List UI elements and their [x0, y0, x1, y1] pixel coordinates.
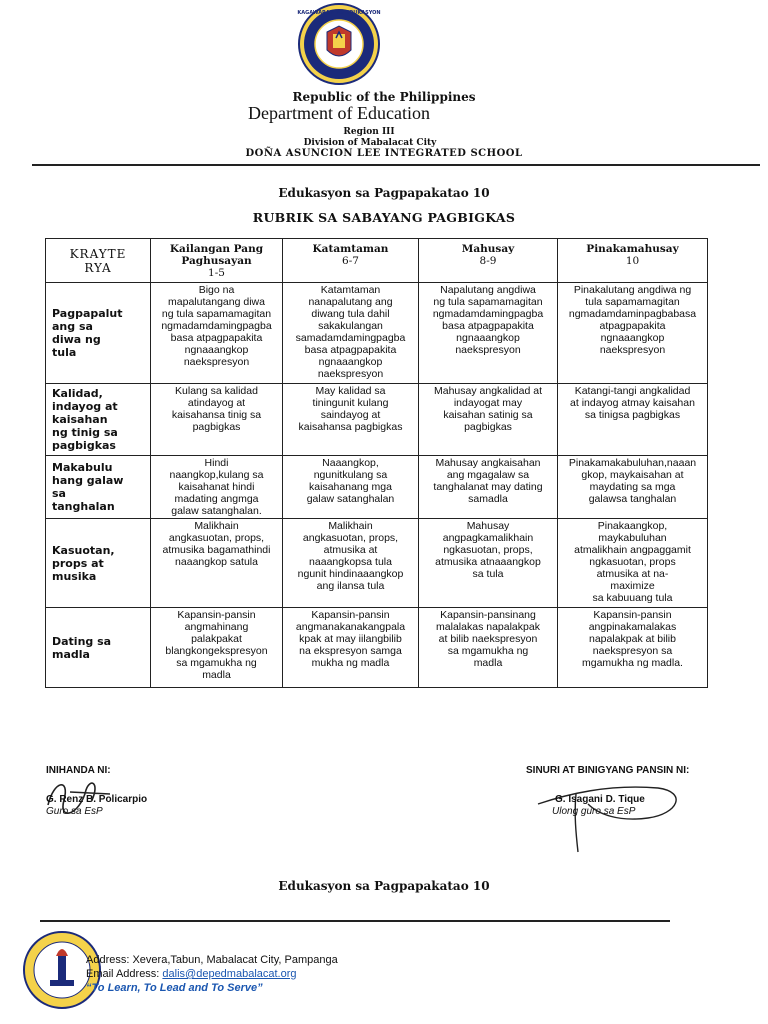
- footer-email-link[interactable]: dalis@depedmabalacat.org: [162, 968, 297, 980]
- rubric-cell: Malikhain angkasuotan, props, atmusika bagamathindi naaangkop satula: [151, 519, 283, 608]
- header-criteria: KRAYTE RYA: [46, 239, 151, 283]
- rubric-cell: Mahusay angpagkamalikhain ngkasuotan, props, atmusika atnaaangkop sa tula: [419, 519, 558, 608]
- footer-divider: [40, 920, 670, 922]
- rubric-cell: Pinakamakabuluhan,naaan gkop, maykaisahan at maydating sa mga galawsa tanghalan: [558, 456, 708, 519]
- rubric-cell: Kapansin-pansinang malalakas napalakpak at bilib naekspresyon sa mgamukha ng madla: [419, 608, 558, 688]
- header-divider: [32, 164, 760, 166]
- header-level-points: 6-7: [342, 255, 359, 267]
- criterion-cell: Makabulu hang galaw sa tanghalan: [46, 456, 151, 519]
- table-row: [46, 608, 708, 688]
- rubric-cell: Pinakalutang angdiwa ng tula sapamamagitan ngmadamdaminpagbabasa atpagpapakita ngnaaangkop naekspresyon: [558, 283, 708, 384]
- table-row: [46, 384, 708, 456]
- reviewed-by-name: G. Isagani D. Tique: [555, 794, 645, 805]
- rubric-cell: Kapansin-pansin angpinakamalakas napalakpak at bilib naekspresyon sa mgamukha ng madla.: [558, 608, 708, 688]
- rubric-cell: Malikhain angkasuotan, props, atmusika at naaangkopsa tula ngunit hindinaaangkop ang ilansa tula: [283, 519, 419, 608]
- criterion-cell: Kasuotan, props at musika: [46, 519, 151, 608]
- rubric-cell: Naaangkop, ngunitkulang sa kaisahanang mga galaw satanghalan: [283, 456, 419, 519]
- rubric-cell: Bigo na mapalutangang diwa ng tula sapamamagitan ngmadamdamingpagba basa atpagpapakita ngnaaangkop naekspresyon: [151, 283, 283, 384]
- header-level-2: [283, 239, 419, 283]
- rubric-cell: Kulang sa kalidad atindayog at kaisahansa tinig sa pagbigkas: [151, 384, 283, 456]
- header-level-label: Kailangan Pang Paghusayan: [169, 243, 264, 267]
- rubric-cell: Kapansin-pansin angmahinang palakpakat blangkongekspresyon sa mgamukha ng madla: [151, 608, 283, 688]
- criterion-cell: Pagpapalut ang sa diwa ng tula: [46, 283, 151, 384]
- footer-subject: Edukasyon sa Pagpapakatao 10: [278, 879, 490, 893]
- prepared-by-role: Guro sa EsP: [46, 806, 103, 817]
- school-name: DOÑA ASUNCION LEE INTEGRATED SCHOOL: [245, 148, 523, 159]
- rubric-title: RUBRIK SA SABAYANG PAGBIGKAS: [252, 210, 516, 225]
- footer-motto: “To Learn, To Lead and To Serve”: [86, 982, 263, 994]
- reviewed-by-role: Ulong guro sa EsP: [552, 806, 636, 817]
- header-level-label: Pinakamahusay: [586, 243, 679, 255]
- subject-title: Edukasyon sa Pagpapakatao 10: [278, 186, 490, 200]
- rubric-cell: Katamtaman nanapalutang ang diwang tula dahil sakakulangan samadamdamingpagba basa atpagpapakita ngnaaangkop naekspresyon: [283, 283, 419, 384]
- header-level-points: 10: [625, 255, 640, 267]
- rubric-cell: Mahusay angkalidad at indayogat may kaisahan satinig sa pagbigkas: [419, 384, 558, 456]
- table-row: [46, 519, 708, 608]
- criterion-cell: Dating sa madla: [46, 608, 151, 688]
- criterion-cell: Kalidad, indayog at kaisahan ng tinig sa pagbigkas: [46, 384, 151, 456]
- rubric-cell: Mahusay angkaisahan ang mgagalaw sa tanghalanat may dating samadla: [419, 456, 558, 519]
- prepared-by-name: G. Renz B. Policarpio: [46, 794, 148, 805]
- deped-seal-logo: [289, 2, 389, 87]
- division-line: Division of Mabalacat City: [303, 138, 437, 148]
- prepared-by-label: INIHANDA NI:: [46, 765, 111, 776]
- rubric-cell: May kalidad sa tiningunit kulang saindayog at kaisahansa pagbigkas: [283, 384, 419, 456]
- header-level-points: 8-9: [479, 255, 497, 267]
- table-row: [46, 456, 708, 519]
- footer-email-line: [86, 968, 297, 980]
- header-level-3: [419, 239, 558, 283]
- header-level-1: [151, 239, 283, 283]
- footer-address: Address: Xevera,Tabun, Mabalacat City, Pampanga: [86, 954, 338, 966]
- rubric-cell: Hindi naangkop,kulang sa kaisahanat hindi madating angmga galaw satanghalan.: [151, 456, 283, 519]
- rubric-cell: Pinakaangkop, maykabuluhan atmalikhain angpaggamit ngkasuotan, props atmusika at na- maximize sa kabuuang tula: [558, 519, 708, 608]
- department-name: Department of Education: [248, 103, 430, 123]
- rubric-cell: Kapansin-pansin angmanakanakangpala kpak at may iilangbilib na ekspresyon samga mukha ng madla: [283, 608, 419, 688]
- rubric-cell: Katangi-tangi angkalidad at indayog atmay kaisahan sa tinigsa pagbigkas: [558, 384, 708, 456]
- header-level-label: Katamtaman: [312, 243, 389, 255]
- reviewed-by-label: SINURI AT BINIGYANG PANSIN NI:: [526, 765, 690, 776]
- table-row: [46, 283, 708, 384]
- header-level-4: [558, 239, 708, 283]
- header-level-points: 1-5: [208, 267, 225, 279]
- footer-email-label: Email Address:: [86, 968, 163, 980]
- table-header-row: [46, 239, 708, 283]
- region-line: Region III: [343, 127, 395, 137]
- republic-line: Republic of the Philippines: [292, 90, 476, 104]
- rubric-cell: Napalutang angdiwa ng tula sapamamagitan ngmadamdamingpagba basa atpagpapakita ngnaaangkop naekspresyon: [419, 283, 558, 384]
- svg-text:KAGAWARAN NG EDUKASYON: KAGAWARAN NG EDUKASYON: [297, 10, 381, 16]
- header-level-label: Mahusay: [461, 243, 515, 255]
- rubric-table: [45, 238, 708, 688]
